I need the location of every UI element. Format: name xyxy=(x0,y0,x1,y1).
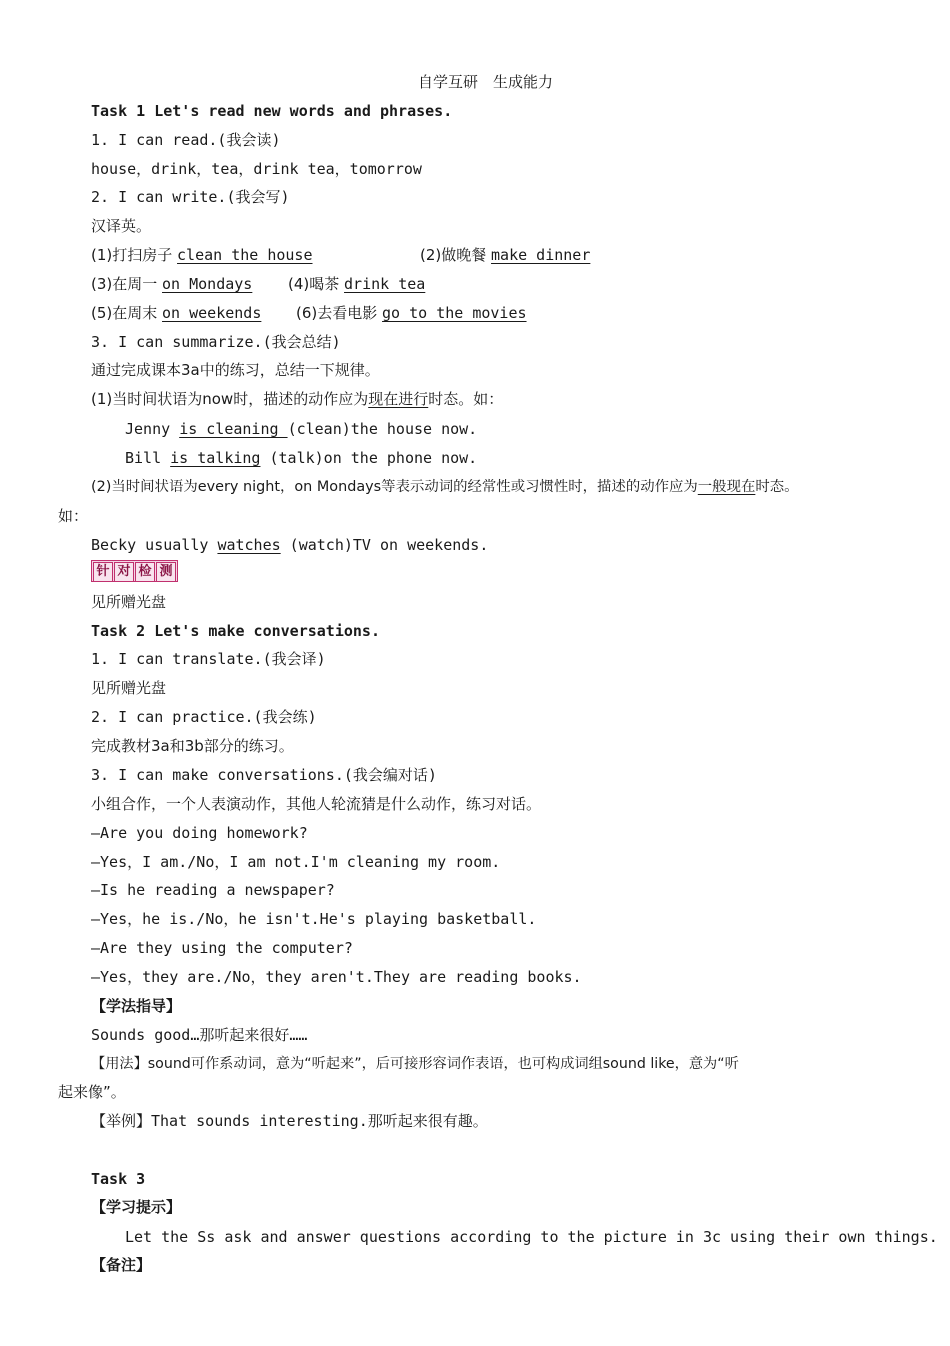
example-answer: is cleaning xyxy=(179,420,288,438)
dialogue-line: —Are they using the computer? xyxy=(91,939,353,957)
rule-2-continued: 如： xyxy=(58,507,89,525)
rule-text: 时态。如： xyxy=(428,390,504,408)
rule-text: (2)当时间状语为every night，on Mondays等表示动词的经常性或习惯性时，描述的动作应为 xyxy=(91,479,698,495)
vocab-answer: make dinner xyxy=(491,246,591,264)
example-note: 【举例】That sounds interesting.那听起来很有趣。 xyxy=(91,1112,488,1130)
example-text: Becky usually xyxy=(91,536,218,554)
vocab-answer: go to the movies xyxy=(382,304,527,322)
read-label: 1. I can read.(我会读) xyxy=(91,131,281,149)
translate-label: 1. I can translate.(我会译) xyxy=(91,650,326,668)
study-guide-title: 【学法指导】 xyxy=(91,997,182,1015)
vocab-prompt: (1)打扫房子 xyxy=(91,246,178,264)
vocab-item-2 xyxy=(420,245,590,265)
learning-tip-text: Let the Ss ask and answer questions according to the picture in 3c using their own things. xyxy=(125,1228,938,1246)
rule-text: (1)当时间状语为now时，描述的动作应为 xyxy=(91,390,369,408)
example-answer: watches xyxy=(217,536,281,554)
notes-title: 【备注】 xyxy=(91,1256,152,1274)
rule-text: 时态。 xyxy=(755,479,799,495)
rule-2 xyxy=(91,477,799,497)
vocab-item-1 xyxy=(91,245,313,265)
practice-text: 完成教材3a和3b部分的练习。 xyxy=(91,737,294,755)
dialogue-line: —Yes，I am./No，I am not.I'm cleaning my room. xyxy=(91,853,501,871)
write-label: 2. I can write.(我会写) xyxy=(91,188,290,206)
usage-note-continued: 起来像”。 xyxy=(58,1083,126,1101)
dialogue-line: —Yes，he is./No，he isn't.He's playing basketball. xyxy=(91,910,537,928)
vocab-item-3 xyxy=(91,274,252,294)
vocab-item-4 xyxy=(288,274,425,294)
read-words: house，drink，tea，drink tea，tomorrow xyxy=(91,160,422,178)
summarize-intro: 通过完成课本3a中的练习，总结一下规律。 xyxy=(91,361,380,379)
guide-phrase: Sounds good…那听起来很好…… xyxy=(91,1026,308,1044)
example-2 xyxy=(125,448,477,468)
example-text: (talk)on the phone now. xyxy=(260,449,478,467)
dialogue-line: —Are you doing homework? xyxy=(91,824,308,842)
task1-title: Task 1 Let's read new words and phrases. xyxy=(91,102,453,120)
conversation-intro: 小组合作，一个人表演动作，其他人轮流猜是什么动作，练习对话。 xyxy=(91,795,542,813)
vocab-item-5 xyxy=(91,303,261,323)
vocab-prompt: (2)做晚餐 xyxy=(420,246,492,264)
vocab-answer: clean the house xyxy=(177,246,313,264)
example-answer: is talking xyxy=(170,449,261,467)
example-1 xyxy=(125,419,477,439)
rule-answer: 一般现在 xyxy=(697,479,756,495)
example-text: Bill xyxy=(125,449,171,467)
rule-answer: 现在进行 xyxy=(368,390,429,408)
vocab-answer: drink tea xyxy=(344,275,426,293)
example-3 xyxy=(91,535,488,555)
vocab-prompt: (3)在周一 xyxy=(91,275,163,293)
dialogue-line: —Yes，they are./No，they aren't.They are reading books. xyxy=(91,968,582,986)
translate-instruction: 汉译英。 xyxy=(91,217,152,235)
vocab-prompt: (4)喝茶 xyxy=(288,275,345,293)
usage-note: 【用法】sound可作系动词，意为“听起来”，后可接形容词作表语，也可构成词组sound like，意为“听 xyxy=(91,1056,739,1072)
vocab-prompt: (6)去看电影 xyxy=(296,304,383,322)
conversation-label: 3. I can make conversations.(我会编对话) xyxy=(91,766,437,784)
summarize-label: 3. I can summarize.(我会总结) xyxy=(91,333,341,351)
vocab-item-6 xyxy=(296,303,527,323)
see-disc-note: 见所赠光盘 xyxy=(91,593,167,611)
vocab-prompt: (5)在周末 xyxy=(91,304,163,322)
learning-tip-title: 【学习提示】 xyxy=(91,1198,182,1216)
example-text: Jenny xyxy=(125,420,180,438)
badge-char: 检 xyxy=(135,562,155,582)
rule-1 xyxy=(91,389,503,409)
targeted-test-badge xyxy=(91,560,178,582)
task2-title: Task 2 Let's make conversations. xyxy=(91,622,380,640)
dialogue-line: —Is he reading a newspaper? xyxy=(91,881,335,899)
section-header: 自学互研 生成能力 xyxy=(418,73,554,91)
badge-char: 对 xyxy=(114,562,134,582)
vocab-answer: on weekends xyxy=(162,304,262,322)
badge-char: 针 xyxy=(93,562,113,582)
badge-char: 测 xyxy=(156,562,176,582)
example-text: (watch)TV on weekends. xyxy=(280,536,489,554)
vocab-answer: on Mondays xyxy=(162,275,253,293)
see-disc-note: 见所赠光盘 xyxy=(91,679,167,697)
task3-title: Task 3 xyxy=(91,1170,146,1188)
practice-label: 2. I can practice.(我会练) xyxy=(91,708,317,726)
example-text: (clean)the house now. xyxy=(287,420,478,438)
